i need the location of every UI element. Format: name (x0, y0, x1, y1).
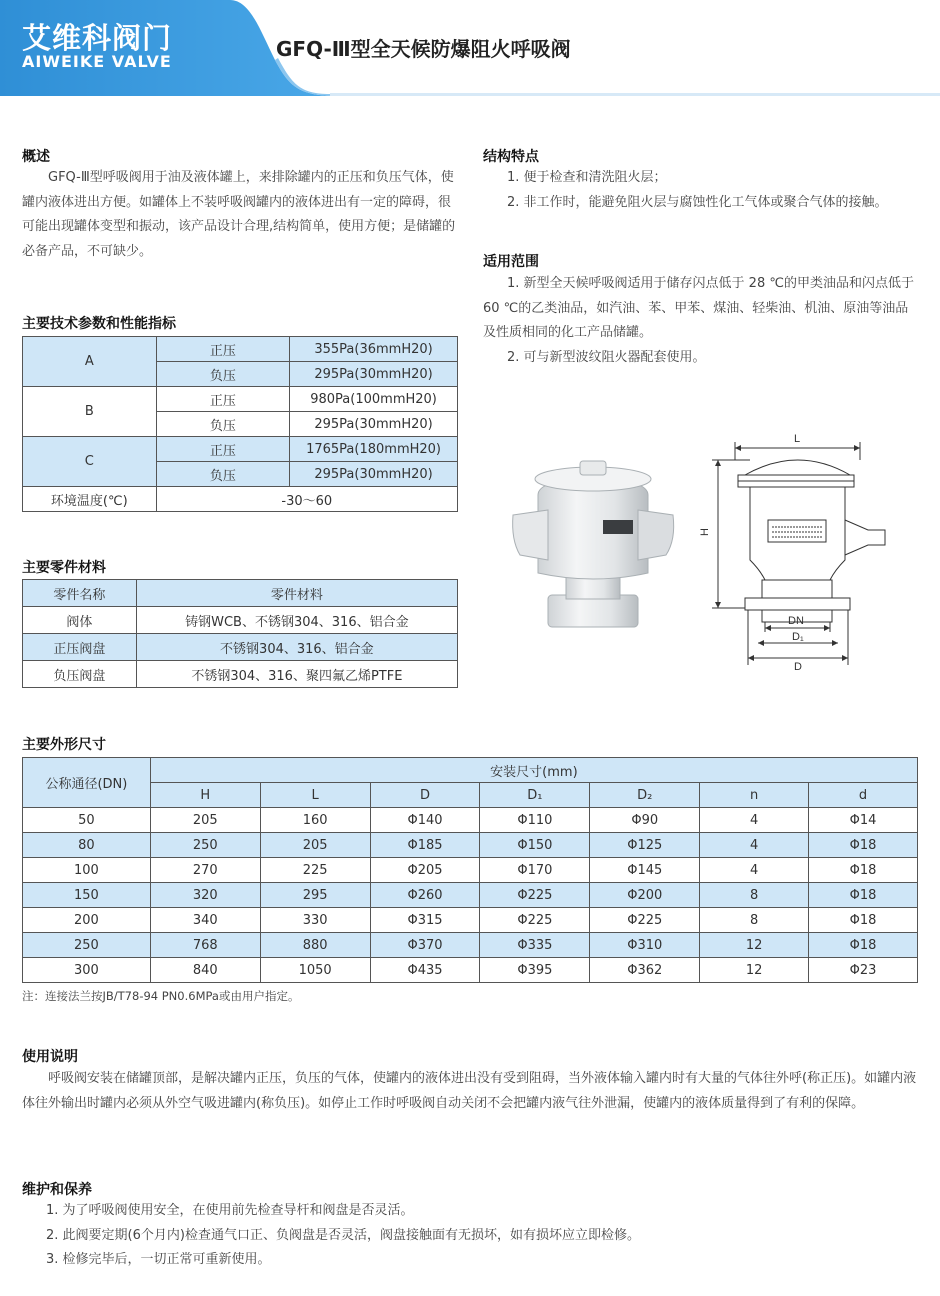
table-row (23, 387, 458, 412)
brand-name-en: AIWEIKE VALVE (22, 52, 172, 71)
table-cell: 768 (150, 933, 260, 958)
table-cell: Φ125 (590, 833, 700, 858)
table-row (23, 908, 918, 933)
table-cell: Φ90 (590, 808, 700, 833)
table-cell: 80 (23, 833, 151, 858)
pressure-value: 1765Pa(180mmH20) (290, 437, 458, 462)
temp-value: -30～60 (156, 487, 457, 512)
list-item: 2. 非工作时，能避免阻火层与腐蚀性化工气体或聚合气体的接触。 (507, 194, 888, 210)
table-cell: Φ225 (590, 908, 700, 933)
dim-label-L: L (794, 433, 801, 445)
column-header: D (370, 783, 480, 808)
column-header: L (260, 783, 370, 808)
list-item: 1. 新型全天候呼吸阀适用于储存闪点低于 28 ℃的甲类油品和闪点低于 60 ℃的乙类油品，如汽油、苯、甲苯、煤油、轻柴油、机油、原油等油品及性质相同的化工产品储罐。 (483, 276, 914, 340)
table-cell: Φ18 (809, 858, 918, 883)
table-cell: 12 (700, 958, 809, 983)
table-cell: 880 (260, 933, 370, 958)
table-cell: Φ435 (370, 958, 480, 983)
tech-heading: 主要技术参数和性能指标 (22, 316, 176, 332)
structure-list (483, 166, 923, 215)
group-header: 安装尺寸(mm) (150, 758, 917, 783)
parts-heading: 主要零件材料 (22, 560, 106, 576)
table-row (23, 858, 918, 883)
table-row (23, 437, 458, 462)
table-cell: 295 (260, 883, 370, 908)
part-material: 铸钢WCB、不锈钢304、316、铝合金 (136, 607, 457, 634)
list-item: 1. 便于检查和清洗阻火层； (507, 170, 667, 185)
dn-header: 公称通径(DN) (23, 758, 151, 808)
table-cell: 1050 (260, 958, 370, 983)
table-row (23, 958, 918, 983)
part-name: 阀体 (23, 607, 137, 634)
maintenance-heading: 维护和保养 (22, 1182, 92, 1198)
usage-heading: 使用说明 (22, 1049, 78, 1065)
pressure-value: 980Pa(100mmH20) (290, 387, 458, 412)
table-cell: Φ370 (370, 933, 480, 958)
table-cell: 8 (700, 908, 809, 933)
column-header: D₁ (480, 783, 590, 808)
table-row (23, 337, 458, 362)
table-row (23, 883, 918, 908)
table-cell: 200 (23, 908, 151, 933)
table-cell: Φ14 (809, 808, 918, 833)
table-cell: 4 (700, 808, 809, 833)
parts-table (22, 579, 458, 688)
pressure-type: 负压 (156, 462, 290, 487)
column-header: 零件名称 (23, 580, 137, 607)
table-cell: 100 (23, 858, 151, 883)
pressure-type: 负压 (156, 412, 290, 437)
table-note: 注：连接法兰按JB/T78-94 PN0.6MPa或由用户指定。 (22, 989, 300, 1003)
table-cell: 270 (150, 858, 260, 883)
overview-text: GFQ-Ⅲ型呼吸阀用于油及液体罐上，来排除罐内的正压和负压气体，使罐内液体进出方便。如罐体上不装呼吸阀罐内的液体进出有一定的障碍，很可能出现罐体变型和振动，该产品设计合理,结构简单，使用方便；是储罐的必备产品，不可缺少。 (22, 170, 456, 259)
pressure-type: 负压 (156, 362, 290, 387)
table-cell: 205 (150, 808, 260, 833)
table-cell: Φ18 (809, 908, 918, 933)
list-item: 2. 可与新型波纹阻火器配套使用。 (507, 349, 706, 365)
list-item: 1. 为了呼吸阀使用安全，在使用前先检查导杆和阀盘是否灵活。 (46, 1203, 414, 1218)
table-cell: 4 (700, 833, 809, 858)
table-cell: Φ150 (480, 833, 590, 858)
column-header: d (809, 783, 918, 808)
pressure-value: 295Pa(30mmH20) (290, 362, 458, 387)
table-cell: 8 (700, 883, 809, 908)
table-cell: 300 (23, 958, 151, 983)
dims-table (22, 757, 918, 983)
table-cell: 320 (150, 883, 260, 908)
table-cell: Φ145 (590, 858, 700, 883)
pressure-type: 正压 (156, 437, 290, 462)
product-photo (508, 455, 678, 635)
table-row (23, 487, 458, 512)
table-row (23, 634, 458, 661)
pressure-value: 295Pa(30mmH20) (290, 462, 458, 487)
pressure-value: 295Pa(30mmH20) (290, 412, 458, 437)
usage-text: 呼吸阀安装在储罐顶部，是解决罐内正压，负压的气体，使罐内的液体进出没有受到阻碍，当外液体输入罐内时有大量的气体往外呼(称正压)。如罐内液体往外输出时罐内必须从外空气吸进罐内(称负压)。如停止工作时呼吸阀自动关闭不会把罐内液气往外泄漏，使罐内的液体质量得到了有利的保障。 (22, 1071, 917, 1111)
group-label: B (23, 387, 157, 437)
brand-name-cn: 艾维科阀门 (22, 21, 173, 55)
dim-label-D1: D₁ (792, 631, 804, 643)
maintenance-list (22, 1199, 922, 1273)
group-label: C (23, 437, 157, 487)
table-cell: Φ205 (370, 858, 480, 883)
table-cell: Φ18 (809, 833, 918, 858)
table-cell: Φ395 (480, 958, 590, 983)
table-cell: 12 (700, 933, 809, 958)
table-row (23, 607, 458, 634)
table-header-row (23, 783, 918, 808)
table-cell: 4 (700, 858, 809, 883)
table-cell: 160 (260, 808, 370, 833)
table-cell: Φ200 (590, 883, 700, 908)
part-material: 不锈钢304、316、铝合金 (136, 634, 457, 661)
table-cell: 250 (150, 833, 260, 858)
table-header-row (23, 580, 458, 607)
table-cell: Φ18 (809, 883, 918, 908)
list-item: 2. 此阀要定期(6个月内)检查通气口正、负阀盘是否灵活，阀盘接触面有无损坏，如有损坏应立即检修。 (46, 1227, 640, 1243)
table-cell: Φ335 (480, 933, 590, 958)
pressure-type: 正压 (156, 387, 290, 412)
table-cell: 330 (260, 908, 370, 933)
dimension-drawing (690, 430, 890, 690)
table-cell: 250 (23, 933, 151, 958)
pressure-type: 正压 (156, 337, 290, 362)
table-cell: Φ315 (370, 908, 480, 933)
table-row (23, 833, 918, 858)
table-header-row (23, 758, 918, 783)
structure-heading: 结构特点 (483, 149, 539, 165)
column-header: 零件材料 (136, 580, 457, 607)
table-cell: Φ260 (370, 883, 480, 908)
temp-label: 环境温度(℃) (23, 487, 157, 512)
table-cell: Φ170 (480, 858, 590, 883)
column-header: D₂ (590, 783, 700, 808)
table-cell: Φ110 (480, 808, 590, 833)
table-cell: Φ225 (480, 883, 590, 908)
table-row (23, 661, 458, 688)
table-cell: 205 (260, 833, 370, 858)
scope-list (483, 272, 921, 370)
dims-heading: 主要外形尺寸 (22, 737, 106, 753)
overview-heading: 概述 (22, 149, 50, 165)
table-cell: Φ225 (480, 908, 590, 933)
dim-label-DN: DN (788, 615, 804, 627)
part-name: 负压阀盘 (23, 661, 137, 688)
table-cell: Φ362 (590, 958, 700, 983)
table-cell: Φ310 (590, 933, 700, 958)
scope-heading: 适用范围 (483, 254, 539, 270)
table-cell: 840 (150, 958, 260, 983)
table-row (23, 933, 918, 958)
column-header: H (150, 783, 260, 808)
tech-table (22, 336, 458, 512)
table-cell: 225 (260, 858, 370, 883)
dim-label-H: H (699, 528, 711, 536)
table-cell: Φ140 (370, 808, 480, 833)
group-label: A (23, 337, 157, 387)
document-title: GFQ-Ⅲ型全天候防爆阻火呼吸阀 (276, 37, 571, 61)
dim-label-D: D (794, 661, 802, 673)
part-material: 不锈钢304、316、聚四氟乙烯PTFE (136, 661, 457, 688)
table-cell: Φ23 (809, 958, 918, 983)
column-header: n (700, 783, 809, 808)
list-item: 3. 检修完毕后，一切正常可重新使用。 (46, 1252, 271, 1267)
page-header (0, 0, 940, 96)
table-cell: Φ185 (370, 833, 480, 858)
pressure-value: 355Pa(36mmH20) (290, 337, 458, 362)
table-cell: 340 (150, 908, 260, 933)
table-cell: Φ18 (809, 933, 918, 958)
table-row (23, 808, 918, 833)
table-cell: 150 (23, 883, 151, 908)
table-cell: 50 (23, 808, 151, 833)
part-name: 正压阀盘 (23, 634, 137, 661)
